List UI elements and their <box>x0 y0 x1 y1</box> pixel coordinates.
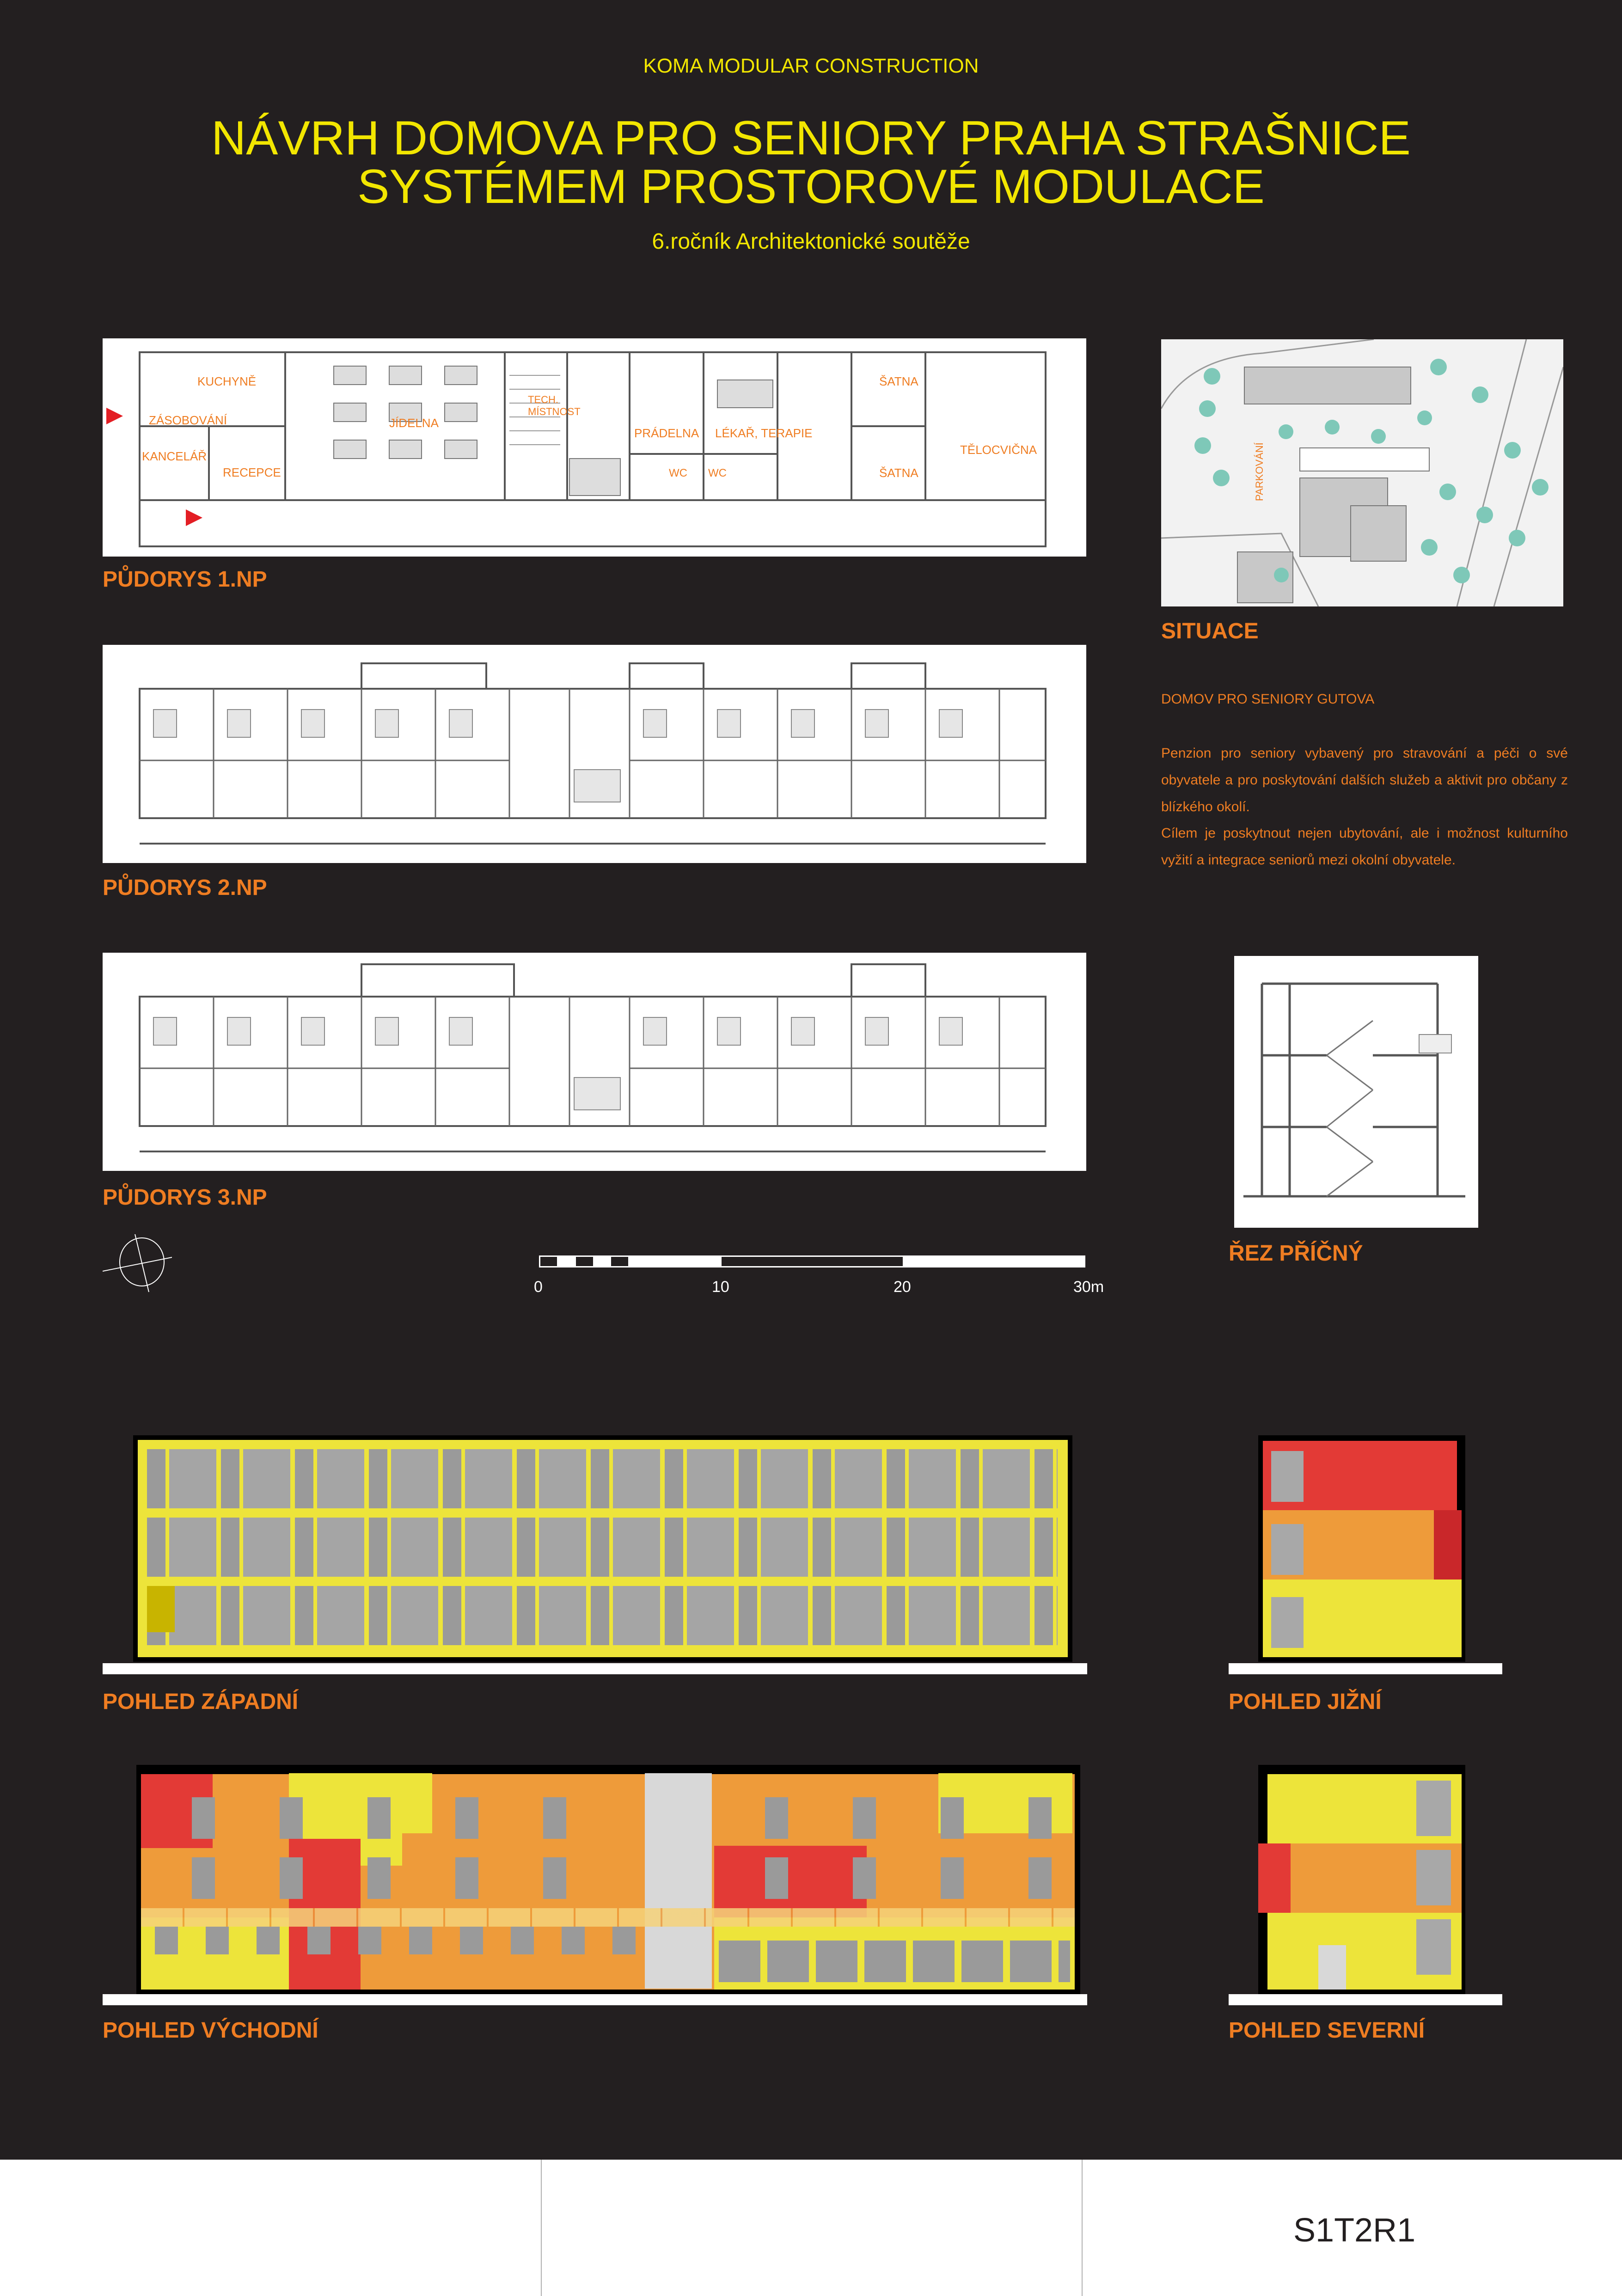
room-label: LÉKAŘ, TERAPIE <box>715 426 813 440</box>
floor-plan-2np <box>103 645 1086 863</box>
site-parking-label: PARKOVÁNÍ <box>1254 442 1265 501</box>
room-label: TĚLOCVIČNA <box>960 443 1037 457</box>
elevation-south <box>1258 1435 1465 1662</box>
room-label: JÍDELNA <box>389 416 439 430</box>
ground-line <box>103 1994 1087 2005</box>
title-block <box>0 2160 1622 2296</box>
scale-tick: 10 <box>712 1278 729 1296</box>
scale-bar <box>539 1255 1085 1267</box>
ground-line <box>103 1663 1087 1674</box>
cross-section <box>1234 956 1478 1228</box>
room-label: ŠATNA <box>879 466 918 480</box>
room-label: RECEPCE <box>223 465 281 479</box>
entrance-arrow-icon <box>186 509 202 526</box>
description-heading: DOMOV PRO SENIORY GUTOVA <box>1161 692 1375 707</box>
scale-tick: 0 <box>534 1278 543 1296</box>
title-block-cell <box>541 2160 1083 2296</box>
ground-line <box>1229 1994 1502 2005</box>
elevation-south-label: POHLED JIŽNÍ <box>1229 1690 1382 1714</box>
sheet-code: S1T2R1 <box>1293 2212 1416 2249</box>
description-paragraph-1: Penzion pro seniory vybavený pro stravování a péči o své obyvatele a pro poskytování dalších služeb a aktivit pro občany z blízkého okolí. <box>1161 746 1568 814</box>
elevation-east-label: POHLED VÝCHODNÍ <box>103 2018 318 2043</box>
elevation-north <box>1258 1765 1465 1994</box>
scale-tick: 30m <box>1073 1278 1104 1296</box>
title-block-cell <box>0 2160 542 2296</box>
title-line-2: SYSTÉMEM PROSTOROVÉ MODULACE <box>357 160 1265 214</box>
room-label: KUCHYNĚ <box>197 374 257 388</box>
room-label: WC <box>669 467 687 479</box>
room-label: WC <box>708 467 727 479</box>
entrance-arrow-icon <box>106 408 123 424</box>
floor-plan-1np <box>103 338 1086 557</box>
floor-plan-3np <box>103 953 1086 1171</box>
elevation-west-label: POHLED ZÁPADNÍ <box>103 1690 299 1714</box>
room-label: ŠATNA <box>879 374 918 388</box>
room-label: PRÁDELNA <box>634 426 699 440</box>
scale-tick: 20 <box>894 1278 911 1296</box>
site-plan-label: SITUACE <box>1161 619 1259 643</box>
room-label: TECH. MÍSTNOST <box>528 394 581 417</box>
ground-line <box>1229 1663 1502 1674</box>
site-plan <box>1161 339 1563 606</box>
description-paragraph-2: Cílem je poskytnout nejen ubytování, ale i možnost kulturního vyžití a integrace seniorů mezi okolní obyvatele. <box>1161 826 1568 868</box>
north-arrow-icon <box>103 1234 172 1294</box>
room-label: KANCELÁŘ <box>142 449 207 463</box>
cross-section-label: ŘEZ PŘÍČNÝ <box>1229 1241 1363 1266</box>
floor-plan-3np-label: PŮDORYS 3.NP <box>103 1185 267 1210</box>
elevation-north-label: POHLED SEVERNÍ <box>1229 2018 1425 2043</box>
company-name: KOMA MODULAR CONSTRUCTION <box>643 55 979 77</box>
competition-edition: 6.ročník Architektonické soutěže <box>652 229 970 254</box>
elevation-east <box>136 1765 1080 1994</box>
floor-plan-1np-label: PŮDORYS 1.NP <box>103 567 267 592</box>
title-line-1: NÁVRH DOMOVA PRO SENIORY PRAHA STRAŠNICE <box>211 111 1411 165</box>
floor-plan-2np-label: PŮDORYS 2.NP <box>103 876 267 900</box>
room-label: ZÁSOBOVÁNÍ <box>149 413 227 427</box>
elevation-west <box>133 1435 1072 1662</box>
